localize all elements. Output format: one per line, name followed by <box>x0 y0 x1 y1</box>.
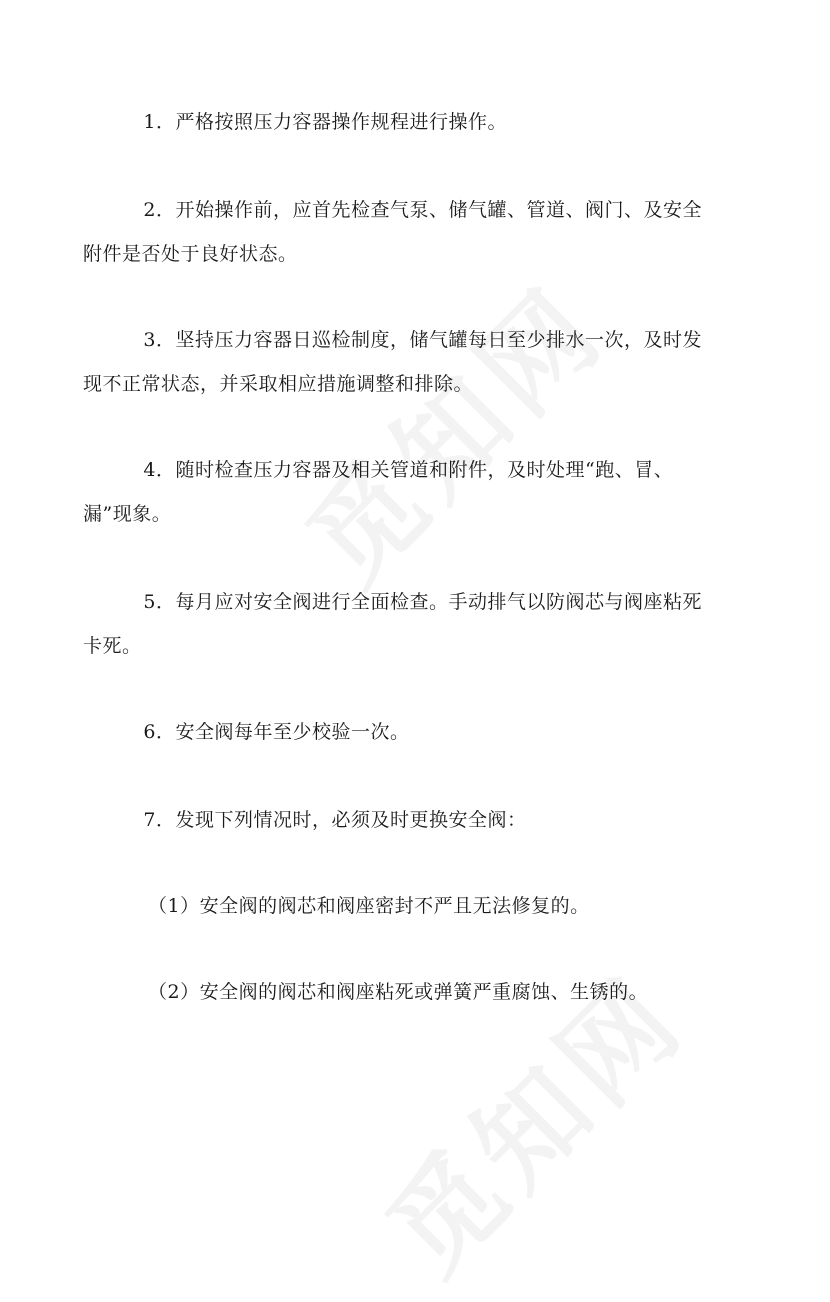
paragraph-line: 3．坚持压力容器日巡检制度，储气罐每日至少排水一次，及时发 <box>143 329 702 351</box>
paragraph-line: 5．每月应对安全阀进行全面检查。手动排气以防阀芯与阀座粘死 <box>143 591 702 613</box>
paragraph-line: （2）安全阀的阀芯和阀座粘死或弹簧严重腐蚀、生锈的。 <box>148 981 649 1003</box>
paragraph-line: 卡死。 <box>83 635 142 657</box>
paragraph-item-5 <box>83 580 713 668</box>
paragraph-subitem-2 <box>148 970 748 1014</box>
paragraph-item-4 <box>83 448 713 536</box>
paragraph-item-2 <box>83 188 713 276</box>
paragraph-item-3 <box>83 318 713 406</box>
paragraph-line: 4．随时检查压力容器及相关管道和附件，及时处理“跑、冒、 <box>143 459 674 481</box>
paragraph-item-6 <box>113 710 713 754</box>
paragraph-line: 2．开始操作前，应首先检查气泵、储气罐、管道、阀门、及安全 <box>143 199 702 221</box>
paragraph-item-1 <box>113 100 713 144</box>
paragraph-item-7 <box>113 798 713 842</box>
paragraph-line: 1．严格按照压力容器操作规程进行操作。 <box>143 111 507 133</box>
paragraph-line: 6．安全阀每年至少校验一次。 <box>143 721 410 743</box>
paragraph-subitem-1 <box>148 884 748 928</box>
paragraph-line: 7．发现下列情况时，必须及时更换安全阀： <box>143 809 527 831</box>
paragraph-line: 漏”现象。 <box>83 503 172 525</box>
paragraph-line: （1）安全阀的阀芯和阀座密封不严且无法修复的。 <box>148 895 590 917</box>
paragraph-line: 附件是否处于良好状态。 <box>83 243 298 265</box>
watermark-logo <box>267 246 633 612</box>
paragraph-line: 现不正常状态，并采取相应措施调整和排除。 <box>83 373 474 395</box>
